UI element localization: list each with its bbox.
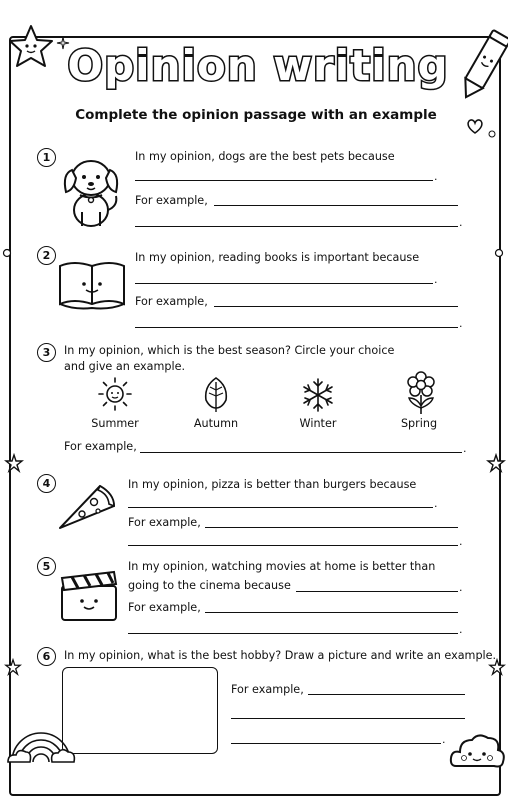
pizza-icon (54, 480, 120, 534)
period: . (434, 497, 438, 510)
period: . (459, 581, 463, 594)
rainbow-icon (6, 712, 76, 766)
page-title (48, 28, 468, 98)
period: . (463, 442, 467, 455)
item-6-prompt: In my opinion, what is the best hobby? Draw a picture and write an example. (64, 649, 497, 662)
period: . (434, 170, 438, 183)
item-number: 6 (37, 647, 56, 666)
season-autumn-label[interactable]: Autumn (193, 417, 239, 430)
season-summer-label[interactable]: Summer (91, 417, 139, 430)
item-6-example-label: For example, (231, 683, 304, 696)
answer-line[interactable] (135, 226, 458, 227)
star-outline-icon (486, 453, 506, 473)
season-spring-label[interactable]: Spring (400, 417, 438, 430)
answer-line[interactable] (135, 283, 433, 284)
circle-dot-icon (488, 130, 496, 138)
item-number: 3 (37, 343, 56, 362)
answer-line[interactable] (231, 718, 465, 719)
title-text: Opinion writing (67, 41, 449, 90)
period: . (459, 317, 463, 330)
period: . (434, 273, 438, 286)
item-5-prompt: In my opinion, watching movies at home is better than (128, 560, 436, 573)
answer-line[interactable] (308, 694, 465, 695)
item-5-example-label: For example, (128, 601, 201, 614)
period: . (459, 535, 463, 548)
sun-icon[interactable] (97, 376, 133, 412)
circle-dot-icon (494, 248, 504, 258)
item-number: 1 (37, 148, 56, 167)
item-2-example-label: For example, (135, 295, 208, 308)
item-3-prompt: In my opinion, which is the best season? Circle your choice (64, 344, 395, 357)
answer-line[interactable] (135, 327, 458, 328)
dog-icon (56, 150, 126, 230)
item-5-prompt-line2: going to the cinema because (128, 579, 291, 592)
subtitle: Complete the opinion passage with an example (75, 107, 437, 123)
item-number: 2 (37, 246, 56, 265)
period: . (459, 216, 463, 229)
answer-line[interactable] (231, 743, 441, 744)
answer-line[interactable] (214, 306, 458, 307)
answer-line[interactable] (135, 180, 433, 181)
item-number: 5 (37, 557, 56, 576)
item-4-prompt: In my opinion, pizza is better than burgers because (128, 478, 417, 491)
item-4-example-label: For example, (128, 516, 201, 529)
star-outline-icon (4, 453, 24, 473)
circle-dot-icon (2, 248, 12, 258)
season-winter-label[interactable]: Winter (299, 417, 337, 430)
answer-line[interactable] (128, 507, 433, 508)
drawing-box[interactable] (62, 667, 218, 754)
period: . (459, 623, 463, 636)
item-3-prompt-line2: and give an example. (64, 360, 186, 373)
item-2-prompt: In my opinion, reading books is important because (135, 251, 420, 264)
leaf-icon[interactable] (200, 376, 232, 414)
answer-line[interactable] (296, 591, 458, 592)
flower-icon[interactable] (403, 370, 439, 416)
answer-line[interactable] (205, 527, 458, 528)
item-number: 4 (37, 474, 56, 493)
answer-line[interactable] (128, 633, 458, 634)
item-3-example-label: For example, (64, 440, 137, 453)
snowflake-icon[interactable] (300, 376, 336, 414)
answer-line[interactable] (205, 612, 458, 613)
answer-line[interactable] (140, 452, 462, 453)
clapperboard-icon (58, 566, 120, 624)
cloud-face-icon (448, 726, 506, 774)
item-1-example-label: For example, (135, 194, 208, 207)
star-outline-icon (4, 658, 22, 676)
answer-line[interactable] (128, 545, 458, 546)
answer-line[interactable] (214, 205, 458, 206)
period: . (442, 733, 446, 746)
item-1-prompt: In my opinion, dogs are the best pets because (135, 150, 395, 163)
book-icon (56, 258, 128, 312)
